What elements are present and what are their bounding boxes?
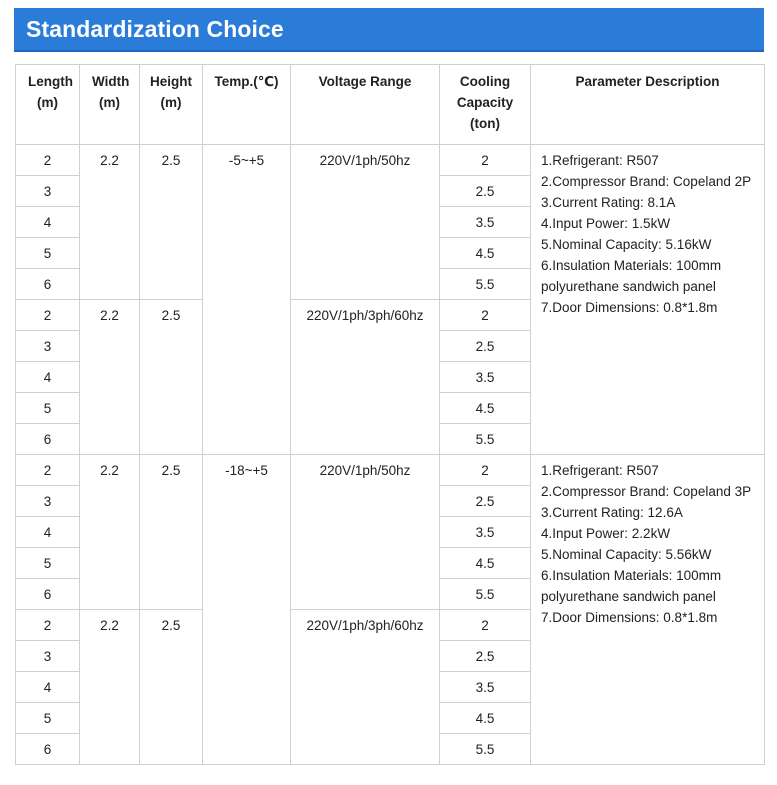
height-cell: 2.5: [140, 300, 203, 455]
length-cell: 4: [16, 362, 80, 393]
width-cell: 2.2: [80, 455, 140, 610]
capacity-cell: 2.5: [440, 641, 531, 672]
description-line: 4.Input Power: 1.5kW: [541, 216, 671, 231]
temp-cell: -18~+5: [203, 455, 291, 765]
capacity-cell: 2.5: [440, 486, 531, 517]
capacity-cell: 2: [440, 300, 531, 331]
section-header: [14, 8, 764, 52]
capacity-cell: 3.5: [440, 207, 531, 238]
description-line: 6.Insulation Materials: 100mm: [541, 568, 722, 583]
length-cell: 6: [16, 734, 80, 765]
table-row: [16, 455, 765, 486]
capacity-cell: 4.5: [440, 548, 531, 579]
col-header-cooling: Cooling Capacity (ton): [440, 65, 531, 145]
capacity-cell: 5.5: [440, 424, 531, 455]
description-line: 3.Current Rating: 8.1A: [541, 195, 676, 210]
length-cell: 5: [16, 238, 80, 269]
col-header-voltage: Voltage Range: [291, 65, 440, 145]
description-line: 3.Current Rating: 12.6A: [541, 505, 683, 520]
capacity-cell: 2.5: [440, 331, 531, 362]
description-line: 7.Door Dimensions: 0.8*1.8m: [541, 610, 718, 625]
description-line: 5.Nominal Capacity: 5.16kW: [541, 237, 712, 252]
length-cell: 4: [16, 517, 80, 548]
length-cell: 3: [16, 331, 80, 362]
page-title: Standardization Choice: [26, 16, 284, 42]
temp-cell: -5~+5: [203, 145, 291, 455]
spec-table: [15, 64, 765, 765]
table-row: [16, 145, 765, 176]
width-cell: 2.2: [80, 300, 140, 455]
length-cell: 4: [16, 672, 80, 703]
voltage-cell: 220V/1ph/50hz: [291, 145, 440, 300]
description-line: 2.Compressor Brand: Copeland 2P: [541, 174, 752, 189]
length-cell: 4: [16, 207, 80, 238]
parameter-description-cell: [531, 145, 765, 455]
length-cell: 2: [16, 610, 80, 641]
capacity-cell: 4.5: [440, 238, 531, 269]
capacity-cell: 2: [440, 610, 531, 641]
voltage-cell: 220V/1ph/3ph/60hz: [291, 610, 440, 765]
length-cell: 2: [16, 145, 80, 176]
col-header-height: Height (m): [140, 65, 203, 145]
description-line: 5.Nominal Capacity: 5.56kW: [541, 547, 712, 562]
height-cell: 2.5: [140, 145, 203, 300]
length-cell: 6: [16, 424, 80, 455]
description-line: 1.Refrigerant: R507: [541, 463, 659, 478]
col-header-length: Length (m): [16, 65, 80, 145]
length-cell: 2: [16, 300, 80, 331]
length-cell: 6: [16, 579, 80, 610]
height-cell: 2.5: [140, 455, 203, 610]
voltage-cell: 220V/1ph/50hz: [291, 455, 440, 610]
capacity-cell: 2.5: [440, 176, 531, 207]
description-line: 6.Insulation Materials: 100mm: [541, 258, 722, 273]
capacity-cell: 5.5: [440, 734, 531, 765]
description-line: 7.Door Dimensions: 0.8*1.8m: [541, 300, 718, 315]
col-header-description: Parameter Description: [531, 65, 765, 145]
length-cell: 5: [16, 393, 80, 424]
description-line: 2.Compressor Brand: Copeland 3P: [541, 484, 752, 499]
length-cell: 5: [16, 703, 80, 734]
length-cell: 3: [16, 641, 80, 672]
header-row: [16, 65, 765, 145]
length-cell: 2: [16, 455, 80, 486]
length-cell: 5: [16, 548, 80, 579]
description-line: 4.Input Power: 2.2kW: [541, 526, 671, 541]
spec-table-body: [16, 145, 765, 765]
capacity-cell: 5.5: [440, 269, 531, 300]
length-cell: 6: [16, 269, 80, 300]
capacity-cell: 4.5: [440, 393, 531, 424]
capacity-cell: 3.5: [440, 362, 531, 393]
height-cell: 2.5: [140, 610, 203, 765]
length-cell: 3: [16, 176, 80, 207]
description-line: 1.Refrigerant: R507: [541, 153, 659, 168]
capacity-cell: 5.5: [440, 579, 531, 610]
voltage-cell: 220V/1ph/3ph/60hz: [291, 300, 440, 455]
capacity-cell: 2: [440, 145, 531, 176]
width-cell: 2.2: [80, 145, 140, 300]
length-cell: 3: [16, 486, 80, 517]
description-line: polyurethane sandwich panel: [541, 589, 716, 604]
capacity-cell: 4.5: [440, 703, 531, 734]
col-header-temp: Temp.(℃): [203, 65, 291, 145]
parameter-description-cell: [531, 455, 765, 765]
col-header-width: Width (m): [80, 65, 140, 145]
width-cell: 2.2: [80, 610, 140, 765]
capacity-cell: 3.5: [440, 517, 531, 548]
capacity-cell: 3.5: [440, 672, 531, 703]
capacity-cell: 2: [440, 455, 531, 486]
description-line: polyurethane sandwich panel: [541, 279, 716, 294]
